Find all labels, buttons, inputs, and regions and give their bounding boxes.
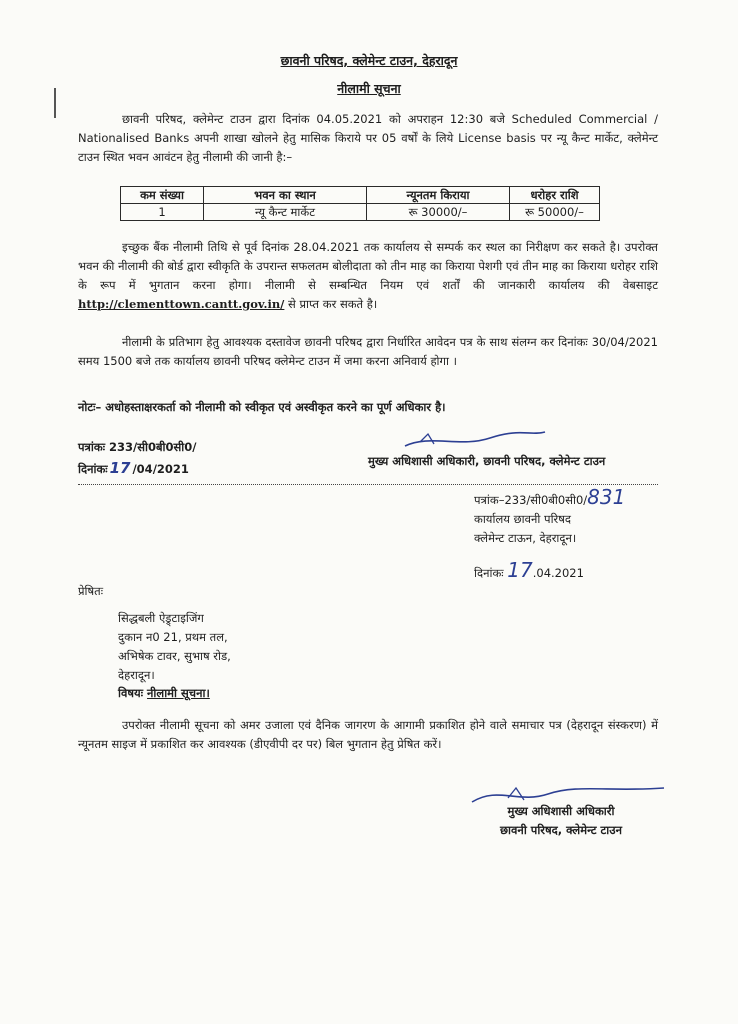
office-title: छावनी परिषद, क्लेमेन्ट टाउन, देहरादून [280, 53, 458, 68]
letter-date [78, 459, 189, 477]
note-line: नोटः– अधोहस्ताक्षरकर्ता को नीलामी को स्वीकृत एवं अस्वीकृत करने का पूर्ण अधिकार है। [78, 400, 446, 414]
col-serial: कम संख्या [121, 187, 204, 204]
cell-min-rent: रू 30000/– [367, 204, 510, 221]
recipient-line: दुकान न0 21, प्रथम तल, [118, 630, 228, 644]
signatory-2 [500, 802, 622, 840]
recipient-address [118, 609, 231, 685]
signatory-2-title: मुख्य अधिशासी अधिकारी [507, 804, 615, 818]
inspection-text: इच्छुक बैंक नीलामी तिथि से पूर्व दिनांक 28.04.2021 तक कार्यालय से सम्पर्क कर स्थल का निरीक्षण कर सकते है। उपरोक्त भवन की नीलामी की बोर्ड द्वारा स्वीकृति के उपरान्त सफलतम बोलीदाता को तीन माह का किराया पेशगी एवं तीन माह का किराया धरोहर राशि के रूप में भुगतान करना होगा। नीलामी से सम्बन्धित नियम एवं शर्तों की जानकारी कार्यालय की वेबसाइट [78, 240, 658, 292]
recipient-line: सिद्धबली ऐड्र्टाइजिंग [118, 611, 204, 625]
table-header-row [121, 187, 600, 204]
subject-value: नीलामी सूचना। [147, 686, 210, 700]
reference-number: पत्रांक–233/सी0बी0सी0/ [474, 493, 588, 507]
cell-deposit: रू 50000/– [510, 204, 600, 221]
reference-block [474, 485, 626, 548]
signatory-2-office: छावनी परिषद, क्लेमेन्ट टाउन [500, 823, 622, 837]
handwritten-number: 831 [587, 485, 626, 509]
auction-table [120, 186, 600, 221]
date-label: दिनांकः [78, 462, 108, 476]
divider-dotted [78, 484, 658, 485]
cell-location: न्यू कैन्ट मार्केट [204, 204, 367, 221]
reference-date-label: दिनांकः [474, 566, 504, 580]
reference-place: क्लेमेन्ट टाऊन, देहरादून। [474, 531, 577, 545]
reference-office: कार्यालय छावनी परिषद [474, 512, 571, 526]
col-min-rent: न्यूनतम किराया [367, 187, 510, 204]
table-row [121, 204, 600, 221]
signatory-1: मुख्य अधिशासी अधिकारी, छावनी परिषद, क्लेमेन्ट टाउन [368, 454, 606, 468]
reference-number-line [474, 485, 626, 510]
letter-number: पत्रांकः 233/सी0बी0सी0/ [78, 440, 197, 454]
cell-serial: 1 [121, 204, 204, 221]
website-link[interactable]: http://clementtown.cantt.gov.in/ [78, 297, 285, 311]
handwritten-date: 17 [507, 558, 533, 582]
documents-paragraph: नीलामी के प्रतिभाग हेतु आवश्यक दस्तावेज छावनी परिषद द्वारा निर्धारित आवेदन पत्र के साथ संलग्न कर दिनांकः 30/04/2021 समय 1500 बजे तक कार्यालय छावनी परिषद क्लेमेन्ट टाउन में जमा करना अनिवार्य होगा । [78, 335, 658, 368]
publication-paragraph: उपरोक्त नीलामी सूचना को अमर उजाला एवं दैनिक जागरण के आगामी प्रकाशित होने वाले समाचार पत्र (देहरादून संस्करण) में न्यूनतम साइज में प्रकाशित कर आवश्यक (डीएवीपी दर पर) बिल भुगतान हेतु प्रेषित करें। [78, 718, 658, 751]
sent-to-label: प्रेषितः [78, 584, 104, 598]
reference-date [474, 558, 584, 582]
recipient-line: देहरादून। [118, 668, 155, 682]
inspection-suffix: से प्राप्त कर सकते है। [284, 297, 378, 311]
subject-label: विषयः [118, 686, 144, 700]
notice-title: नीलामी सूचना [337, 81, 401, 96]
date-rest: /04/2021 [132, 462, 189, 476]
handwritten-day: 17 [109, 459, 131, 477]
signature-1 [400, 428, 550, 452]
intro-paragraph: छावनी परिषद, क्लेमेन्ट टाउन द्वारा दिनांक 04.05.2021 को अपराहन 12:30 बजे Scheduled Commercial / Nationalised Banks अपनी शाखा खोलने हेतु मासिक किराये पर 05 वर्षों के लिये License basis पर न्यू कैन्ट मार्केट, क्लेमेन्ट टाउन स्थित भवन आवंटन हेतु नीलामी की जानी है:– [78, 112, 658, 164]
reference-date-rest: .04.2021 [532, 566, 584, 580]
recipient-line: अभिषेक टावर, सुभाष रोड, [118, 649, 231, 663]
col-location: भवन का स्थान [204, 187, 367, 204]
col-deposit: धरोहर राशि [510, 187, 600, 204]
inspection-paragraph [78, 238, 658, 314]
subject-line [118, 686, 210, 701]
